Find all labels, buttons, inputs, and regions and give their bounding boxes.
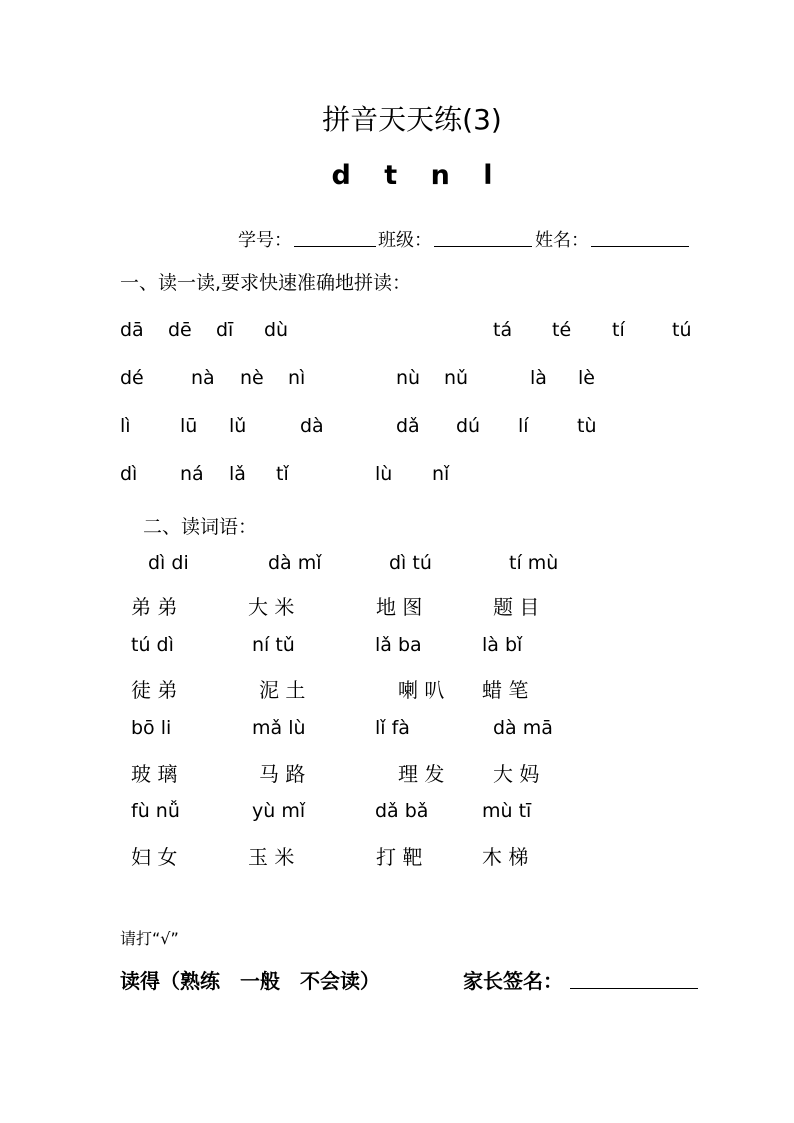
section2-heading: 二、读词语： (143, 516, 258, 538)
letter-n: n (430, 160, 450, 191)
class-label: 班级： (378, 230, 432, 251)
word-pinyin: dǎ bǎ (375, 800, 429, 822)
word-pinyin: là bǐ (482, 634, 523, 656)
word-hanzi: 喇 叭 (398, 678, 445, 702)
syllable: lū (180, 415, 198, 437)
word-hanzi: 徒 弟 (131, 678, 178, 702)
name-field[interactable] (591, 246, 689, 247)
word-hanzi: 弟 弟 (131, 595, 178, 619)
check-note: 请打“√” (120, 929, 179, 948)
syllable: là (530, 367, 547, 389)
letter-t: t (384, 160, 398, 191)
syllable: dì (120, 463, 138, 485)
word-hanzi: 马 路 (259, 762, 306, 786)
word-pinyin: mǎ lù (252, 717, 306, 739)
syllable: dà (300, 415, 324, 437)
word-hanzi: 大 妈 (493, 762, 540, 786)
syllable: nǐ (432, 463, 450, 485)
syllable: dē (168, 319, 192, 341)
word-hanzi: 木 梯 (482, 845, 529, 869)
parent-signature-field[interactable] (570, 988, 698, 989)
word-pinyin: tí mù (509, 552, 559, 574)
word-pinyin: lǐ fà (375, 717, 410, 739)
syllable: ná (180, 463, 204, 485)
syllable: tù (577, 415, 597, 437)
word-hanzi: 大 米 (248, 595, 295, 619)
syllable: dī (216, 319, 234, 341)
letter-group (0, 160, 794, 191)
syllable: lǎ (229, 463, 246, 485)
syllable: nì (288, 367, 306, 389)
word-pinyin: lǎ ba (375, 634, 422, 656)
syllable: lè (578, 367, 595, 389)
word-pinyin: yù mǐ (252, 800, 306, 822)
letter-l: l (483, 160, 493, 191)
syllable: nù (396, 367, 421, 389)
syllable: lì (120, 415, 131, 437)
word-pinyin: dà mǐ (268, 552, 322, 574)
student-no-label: 学号： (238, 230, 292, 251)
word-hanzi: 蜡 笔 (482, 678, 529, 702)
syllable: lí (518, 415, 529, 437)
word-hanzi: 泥 土 (259, 678, 306, 702)
word-pinyin: dì tú (389, 552, 432, 574)
syllable: dǎ (396, 415, 420, 437)
word-pinyin: tú dì (131, 634, 174, 656)
syllable: té (552, 319, 572, 341)
word-pinyin: ní tǔ (252, 634, 295, 656)
syllable: nǔ (444, 367, 469, 389)
word-hanzi: 玻 璃 (131, 762, 178, 786)
word-hanzi: 题 目 (493, 595, 540, 619)
word-pinyin: mù tī (482, 800, 532, 822)
letter-d: d (331, 160, 351, 191)
word-pinyin: bō li (131, 717, 172, 739)
word-hanzi: 理 发 (398, 762, 445, 786)
syllable: dā (120, 319, 144, 341)
syllable: dé (120, 367, 144, 389)
syllable: nà (191, 367, 215, 389)
syllable: tú (672, 319, 692, 341)
word-hanzi: 地 图 (376, 595, 423, 619)
syllable: tá (493, 319, 513, 341)
word-pinyin: fù nǚ (131, 800, 180, 822)
syllable: dù (264, 319, 289, 341)
name-label: 姓名： (535, 230, 589, 251)
word-pinyin: dà mā (493, 717, 553, 739)
syllable: nè (240, 367, 264, 389)
syllable: tí (612, 319, 625, 341)
syllable: lù (375, 463, 393, 485)
word-hanzi: 打 靶 (376, 845, 423, 869)
section1-heading: 一、读一读,要求快速准确地拼读： (120, 272, 412, 294)
page-title: 拼音天天练(3) (322, 103, 502, 136)
word-hanzi: 玉 米 (248, 845, 295, 869)
parent-signature-label: 家长签名： (463, 969, 563, 993)
word-pinyin: dì di (148, 552, 189, 574)
student-no-field[interactable] (294, 246, 376, 247)
syllable: tǐ (276, 463, 289, 485)
syllable: lǔ (229, 415, 247, 437)
syllable: dú (456, 415, 481, 437)
word-hanzi: 妇 女 (131, 845, 178, 869)
reading-level-label: 读得（熟练 一般 不会读） (120, 969, 380, 993)
class-field[interactable] (434, 246, 532, 247)
